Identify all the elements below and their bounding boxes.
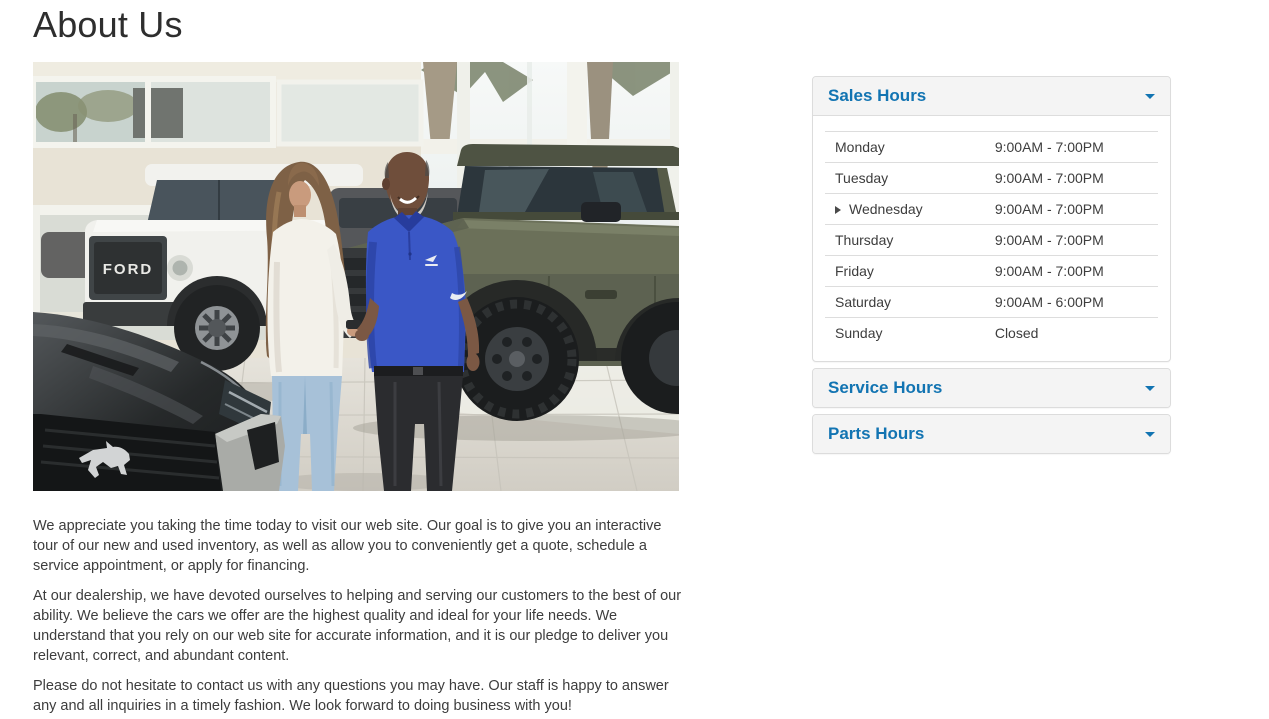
time-label: 9:00AM - 7:00PM: [994, 262, 1104, 279]
time-label: 9:00AM - 7:00PM: [994, 231, 1104, 248]
chevron-down-icon: [1145, 386, 1155, 391]
main-content: [33, 0, 685, 716]
page-title: About Us: [33, 4, 183, 45]
parts-hours-title: Parts Hours: [828, 424, 925, 443]
service-hours-toggle[interactable]: [813, 369, 1170, 407]
chevron-down-icon: [1145, 432, 1155, 437]
about-paragraph-1: We appreciate you taking the time today to visit our web site. Our goal is to give you an interactive tour of our new and used inventory, as well as allow you to conveniently get a quote, schedule a service appointment, or apply for financing.: [33, 518, 662, 574]
hours-row-sunday: [825, 318, 1158, 349]
service-hours-panel: [812, 368, 1171, 408]
day-label: Thursday: [835, 231, 894, 248]
showroom-photo-illustration: [33, 62, 679, 491]
hours-row-thursday: [825, 225, 1158, 256]
day-label: Sunday: [835, 324, 883, 341]
time-label: 9:00AM - 7:00PM: [994, 138, 1104, 155]
about-paragraph-2: At our dealership, we have devoted ourselves to helping and serving our customers to the best of our ability. We believe the cars we offer are the highest quality and ideal for your life needs. We understand that you rely on our web site for accurate information, and it is our pledge to deliver you relevant, correct, and abundant content.: [33, 588, 682, 664]
hours-sidebar: [812, 76, 1171, 460]
time-label: Closed: [994, 324, 1039, 341]
sales-hours-title: Sales Hours: [828, 86, 927, 105]
hours-row-monday: [825, 132, 1158, 163]
time-label: 9:00AM - 7:00PM: [994, 169, 1104, 186]
day-label: Wednesday: [849, 200, 923, 217]
ford-grille-text: FORD: [102, 261, 154, 278]
parts-hours-panel: [812, 414, 1171, 454]
hours-row-saturday: [825, 287, 1158, 318]
sales-hours-toggle[interactable]: [813, 77, 1170, 116]
sales-hours-table: [825, 131, 1158, 348]
showroom-photo: [33, 62, 679, 491]
day-label: Tuesday: [835, 169, 889, 186]
time-label: 9:00AM - 7:00PM: [994, 200, 1104, 217]
current-day-marker-icon: [835, 206, 841, 214]
day-label: Monday: [835, 138, 885, 155]
side-mirror: [581, 202, 621, 222]
hours-row-wednesday: [825, 194, 1158, 225]
day-label: Saturday: [835, 293, 892, 310]
hours-row-friday: [825, 256, 1158, 287]
parts-hours-toggle[interactable]: [813, 415, 1170, 453]
day-label: Friday: [835, 262, 874, 279]
left-windows: [33, 79, 421, 145]
time-label: 9:00AM - 6:00PM: [994, 293, 1104, 310]
chevron-down-icon: [1145, 94, 1155, 99]
hours-row-tuesday: [825, 163, 1158, 194]
service-hours-title: Service Hours: [828, 378, 943, 397]
about-paragraph-3: Please do not hesitate to contact us with any questions you may have. Our staff is happy to answer any and all inquiries in a timely fashion. We look forward to doing business with you!: [33, 678, 669, 714]
sales-hours-panel: [812, 76, 1171, 362]
sales-hours-body: [813, 116, 1170, 361]
